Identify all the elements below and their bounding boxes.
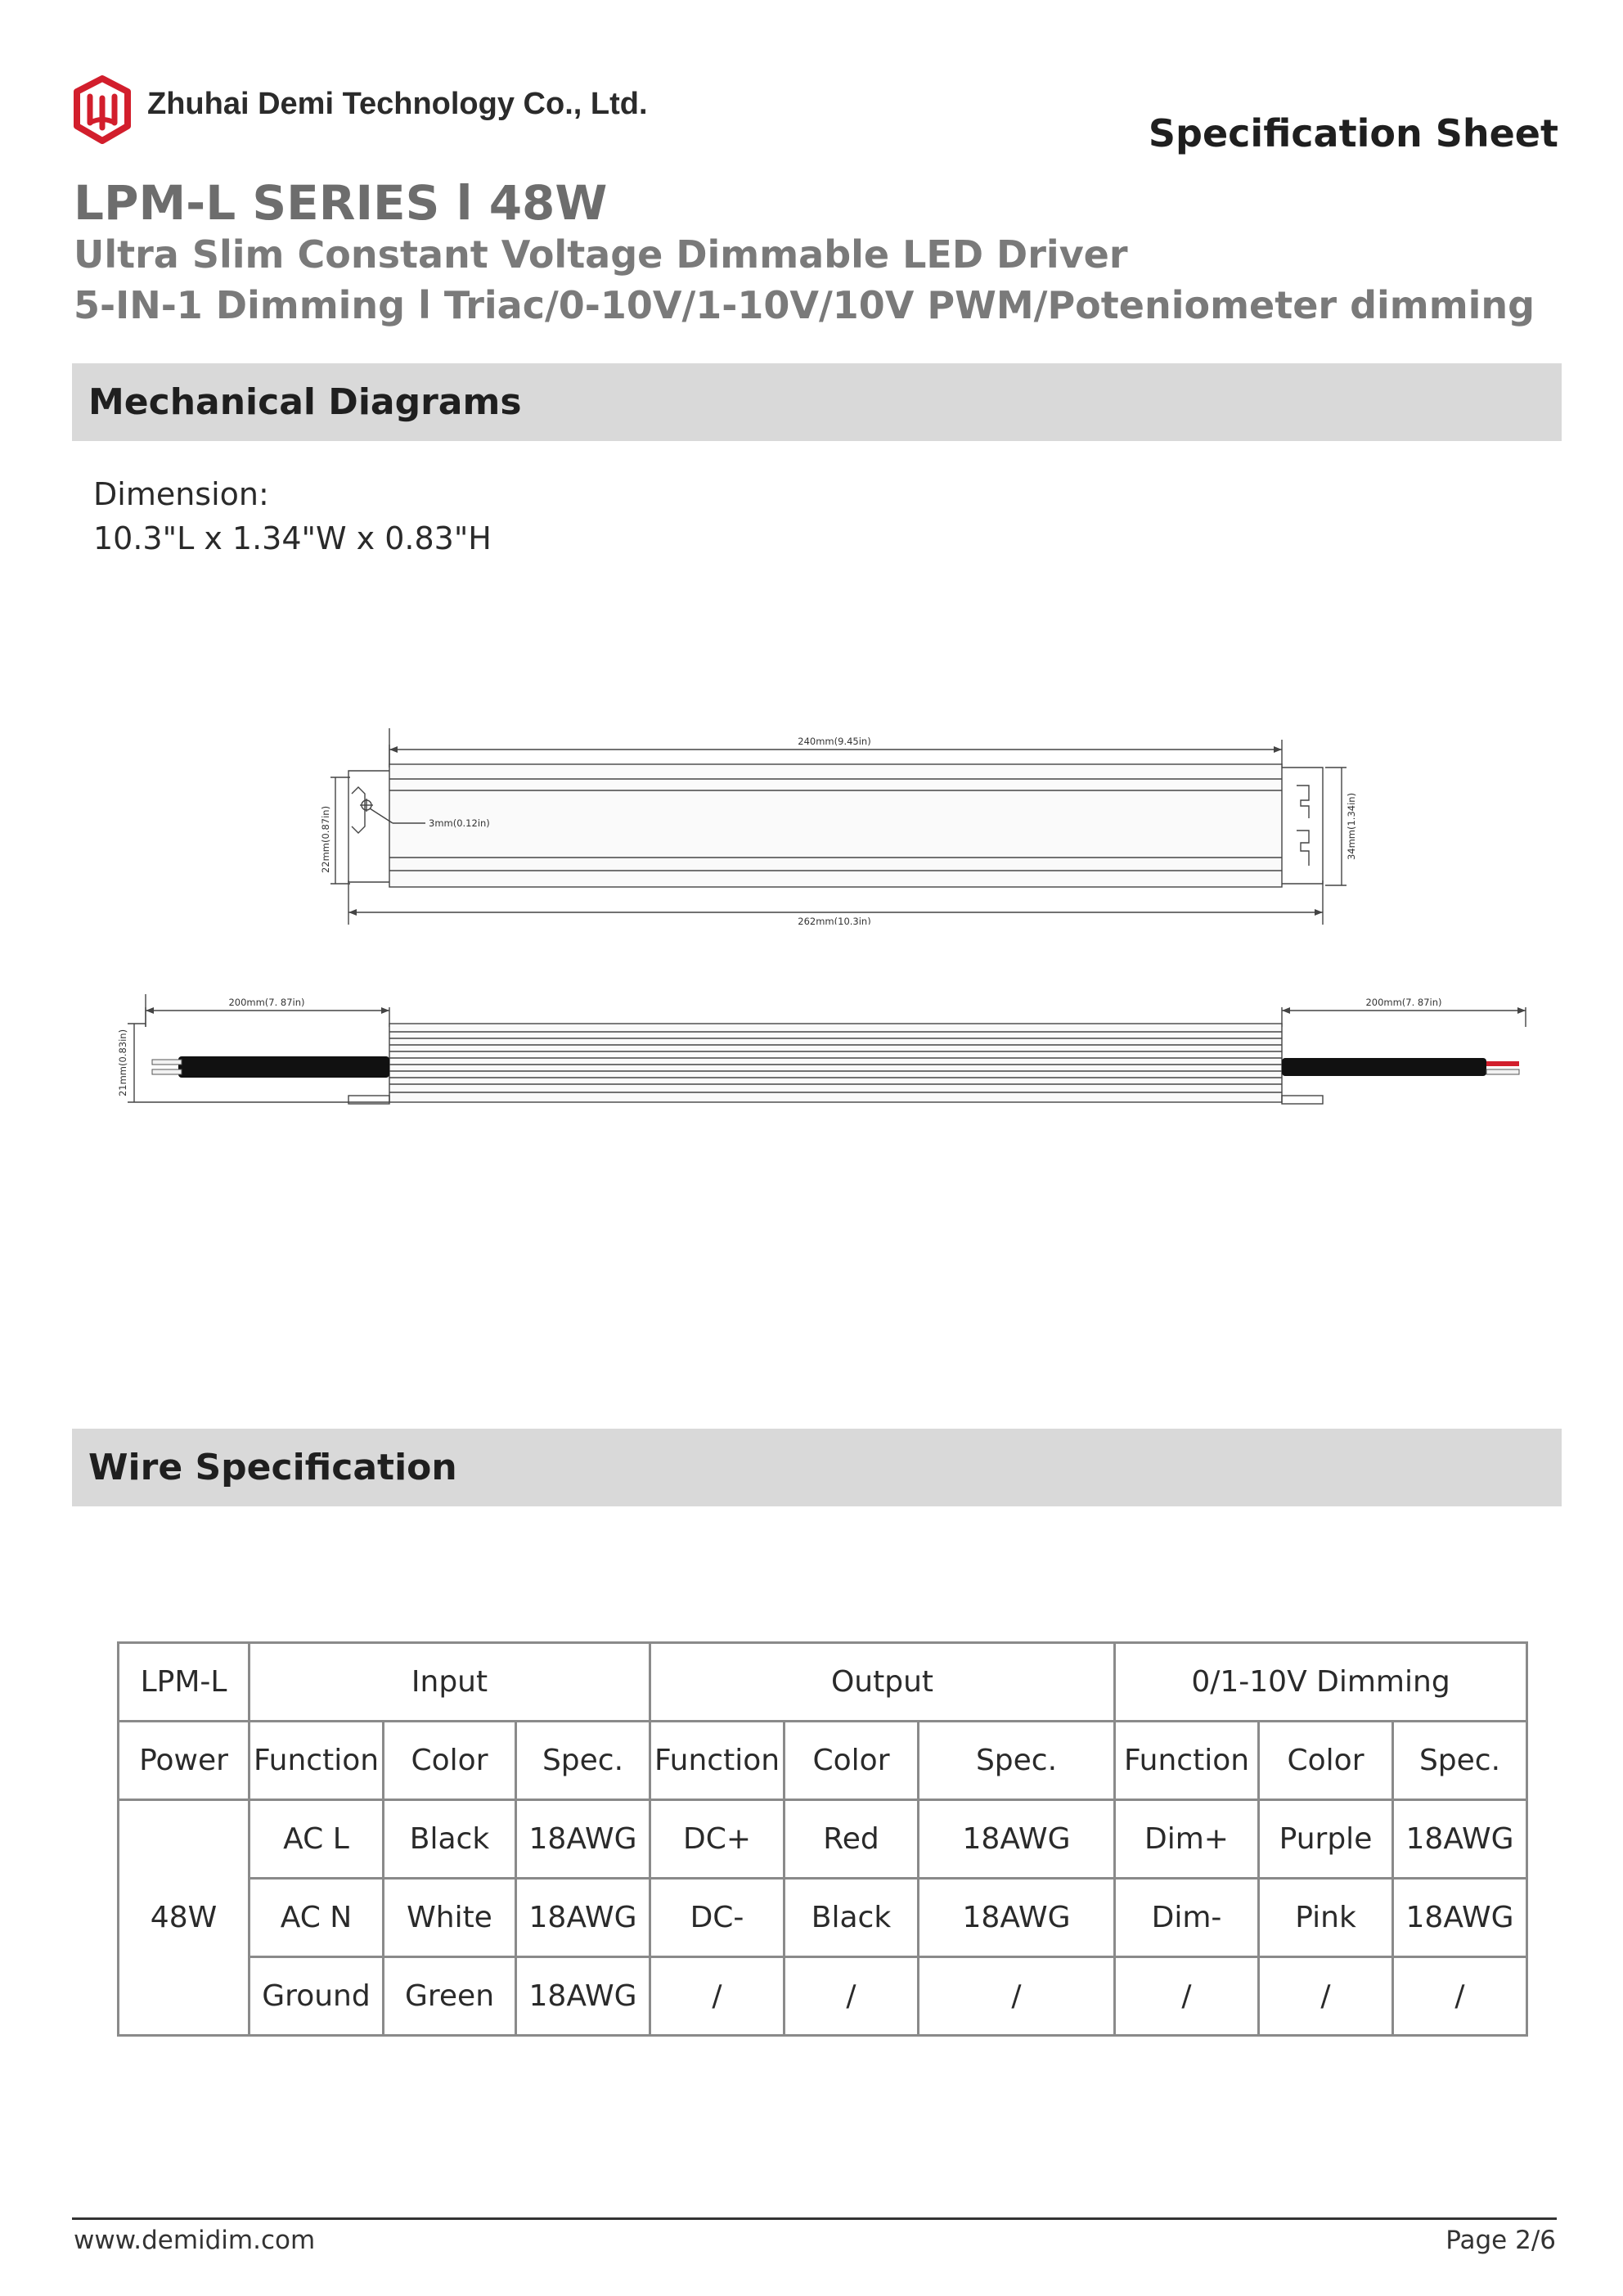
dim-width-total: 34mm(1.34in) [1346,792,1357,861]
table-cell: Ground [250,1957,384,2036]
table-cell: / [650,1957,785,2036]
top-view-diagram [311,728,1358,925]
table-cell: / [785,1957,919,2036]
power-header: Power [119,1722,250,1800]
dim-length-body: 240mm(9.45in) [798,736,871,747]
output-group-header: Output [650,1643,1115,1722]
product-subtitle: Ultra Slim Constant Voltage Dimmable LED Driver [74,232,1128,277]
dimming-spec-header: Spec. [1393,1722,1527,1800]
table-cell: / [1393,1957,1527,2036]
input-function-header: Function [250,1722,384,1800]
series-title: LPM-L SERIES l 48W [74,175,608,231]
side-view-diagram [106,994,1530,1109]
table-cell: Dim- [1115,1879,1259,1957]
table-row [119,1879,1527,1957]
table-cell: AC N [250,1879,384,1957]
table-cell: 18AWG [1393,1879,1527,1957]
website-link[interactable]: www.demidim.com [74,2226,316,2255]
company-name: Zhuhai Demi Technology Co., Ltd. [147,87,648,121]
table-subheader-row [119,1722,1527,1800]
dim-hole-diameter: 3mm(0.12in) [429,817,490,829]
mechanical-section-header [72,363,1562,441]
table-header-row [119,1643,1527,1722]
table-row [119,1957,1527,2036]
input-spec-header: Spec. [516,1722,650,1800]
table-cell: 18AWG [919,1879,1115,1957]
table-cell: Black [384,1800,516,1879]
dim-height: 21mm(0.83in) [117,1029,128,1097]
power-value: 48W [119,1800,250,2036]
table-cell: 18AWG [516,1879,650,1957]
wire-spec-table [117,1641,1528,2037]
table-row [119,1800,1527,1879]
page-number: Page 2/6 [1445,2226,1556,2255]
table-cell: DC+ [650,1800,785,1879]
table-cell: 18AWG [516,1800,650,1879]
input-group-header: Input [250,1643,650,1722]
input-color-header: Color [384,1722,516,1800]
dim-length-total: 262mm(10.3in) [798,916,871,925]
wire-section-header [72,1429,1562,1506]
table-cell: / [1259,1957,1393,2036]
table-cell: / [919,1957,1115,2036]
table-cell: Black [785,1879,919,1957]
dimming-subtitle: 5-IN-1 Dimming l Triac/0-10V/1-10V/10V PWM/Poteniometer dimming [74,283,1535,327]
output-color-header: Color [785,1722,919,1800]
dim-width-body: 22mm(0.87in) [320,805,331,874]
dim-wire-right: 200mm(7. 87in) [1365,997,1442,1008]
dimming-group-header: 0/1-10V Dimming [1115,1643,1527,1722]
table-cell: Pink [1259,1879,1393,1957]
dim-wire-left: 200mm(7. 87in) [228,997,305,1008]
dimming-function-header: Function [1115,1722,1259,1800]
footer-divider [72,2217,1557,2220]
section-title: Mechanical Diagrams [88,381,522,423]
table-cell: White [384,1879,516,1957]
table-cell: AC L [250,1800,384,1879]
table-cell: 18AWG [1393,1800,1527,1879]
output-function-header: Function [650,1722,785,1800]
dimming-color-header: Color [1259,1722,1393,1800]
dimension-value: 10.3"L x 1.34"W x 0.83"H [93,520,492,556]
demi-logo-icon [72,74,133,144]
table-cell: Red [785,1800,919,1879]
document-type: Specification Sheet [1148,111,1558,155]
output-spec-header: Spec. [919,1722,1115,1800]
table-cell: Purple [1259,1800,1393,1879]
dimension-label: Dimension: [93,476,269,512]
section-title: Wire Specification [88,1447,457,1488]
model-cell: LPM-L [119,1643,250,1722]
table-cell: Dim+ [1115,1800,1259,1879]
table-cell: / [1115,1957,1259,2036]
table-cell: Green [384,1957,516,2036]
table-cell: 18AWG [516,1957,650,2036]
table-cell: DC- [650,1879,785,1957]
table-cell: 18AWG [919,1800,1115,1879]
